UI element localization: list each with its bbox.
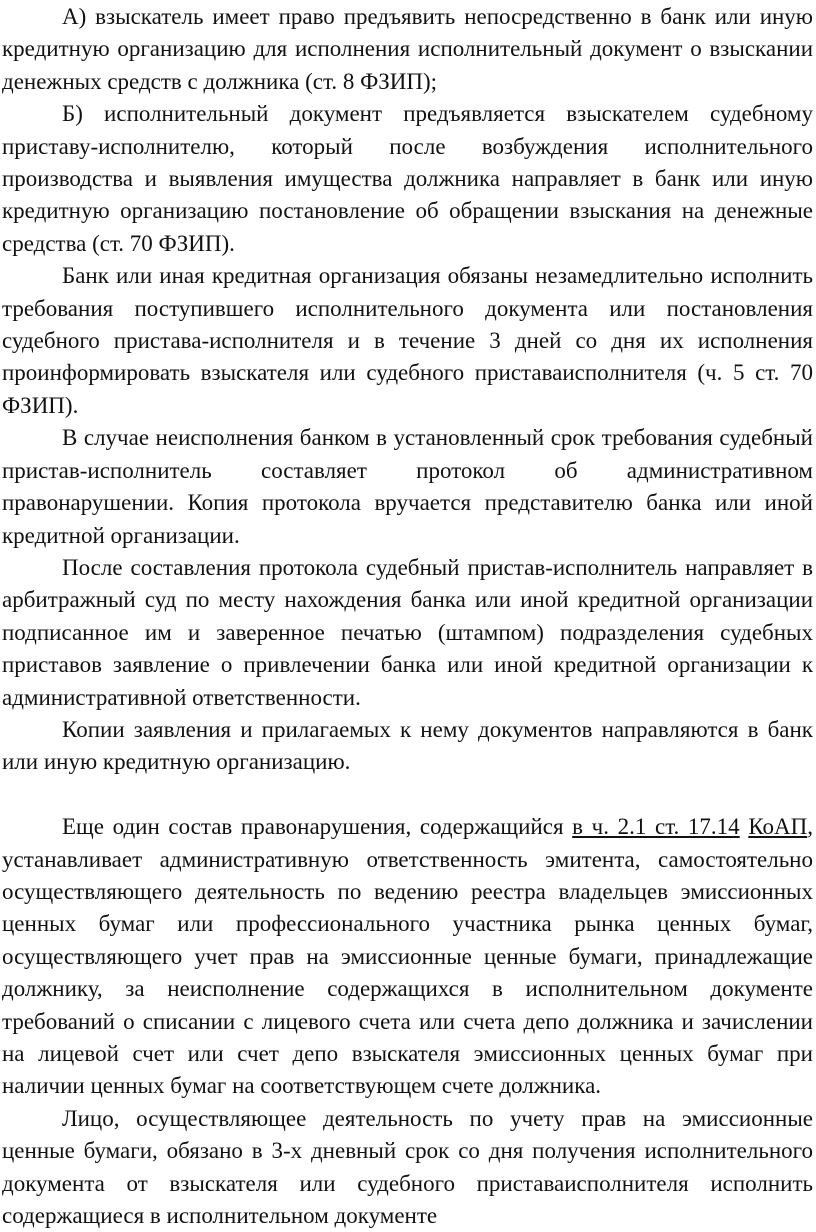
koap-text-after: , устанавливает административную ответственность эмитента, самостоятельно осуществляющего деятельность по ведению реестра владельцев эмиссионных ценных бумаг или профессионального участника рынка ценных бумаг, осуществляющего учет прав на эмиссионные ценные бумаги, принадлежащие должнику, за неисполнение содержащихся в исполнительном документе требований о списании с лицевого счета или счета депо должника и зачислении на лицевой счет или счет депо взыскателя эмиссионных ценных бумаг при наличии ценных бумаг на соответствующем счете должника. (2, 814, 813, 1099)
paragraph-arbitration: После составления протокола судебный пристав-исполнитель направляет в арбитражный суд по месту нахождения банка или иной кредитной организации подписанное им и заверенное печатью (штампом) подразделения судебных приставов заявление о привлечении банка или иной кредитной организации к административной ответственности. (2, 554, 813, 710)
paragraph-copies: Копии заявления и прилагаемых к нему документов направляются в банк или иную кредитную организацию. (2, 716, 813, 775)
koap-link[interactable]: КоАП (748, 814, 808, 840)
paragraph-protocol: В случае неисполнения банком в установленный срок требования судебный пристав-исполнитель составляет протокол об административном правонарушении. Копия протокола вручается представителю банка или иной кредитной организации. (2, 425, 813, 548)
paragraph-b: Б) исполнительный документ предъявляется взыскателем судебному приставу-исполнителю, который после возбуждения исполнительного производства и выявления имущества должника направляет в банк или иную кредитную организацию постановление об обращении взыскания на денежные средства (ст. 70 ФЗИП). (2, 101, 813, 256)
article-link[interactable]: в ч. 2.1 ст. 17.14 (572, 814, 740, 840)
paragraph-koap (2, 811, 813, 1103)
paragraph-bank-obligation: Банк или иная кредитная организация обязаны незамедлительно исполнить требования поступившего исполнительного документа или постановления судебного пристава-исполнителя и в течение 3 дней со дня их исполнения проинформировать взыскателя или судебного приставаисполнителя (ч. 5 ст. 70 ФЗИП). (2, 263, 813, 418)
paragraph-a: А) взыскатель имеет право предъявить непосредственно в банк или иную кредитную организацию для исполнения исполнительный документ о взыскании денежных средств с должника (ст. 8 ФЗИП); (2, 4, 813, 94)
paragraph-registrar: Лицо, осуществляющее деятельность по учету прав на эмиссионные ценные бумаги, обязано в 3-х дневный срок со дня получения исполнительного документа от взыскателя или судебного приставаисполнителя исполнить содержащиеся в исполнительном документе (2, 1105, 813, 1229)
koap-text-before: Еще один состав правонарушения, содержащийся (62, 814, 573, 840)
